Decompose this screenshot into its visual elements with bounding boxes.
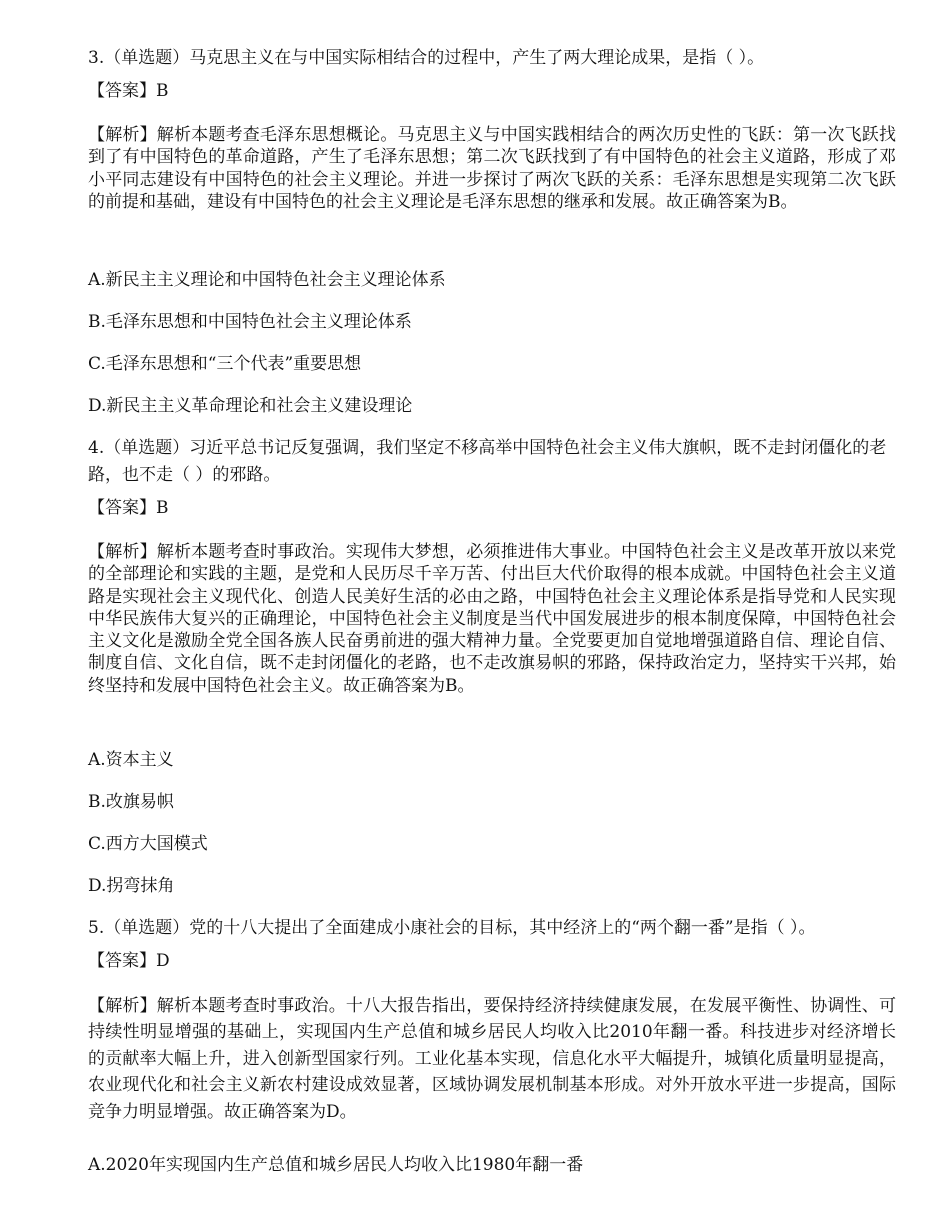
question-3-option-c: C.毛泽东思想和“三个代表”重要思想 [88,354,362,374]
question-4-option-c: C.西方大国模式 [88,834,208,854]
question-3-option-a: A.新民主主义理论和中国特色社会主义理论体系 [88,270,446,290]
question-4-option-b: B.改旗易帜 [88,792,174,812]
question-5-title: 5.（单选题）党的十八大提出了全面建成小康社会的目标，其中经济上的“两个翻一番”是指（ ）。 [88,918,816,938]
question-4-option-d: D.拐弯抹角 [88,876,175,896]
question-4-option-a: A.资本主义 [88,750,174,770]
question-5-analysis: 【解析】解析本题考查时事政治。十八大报告指出，要保持经济持续健康发展，在发展平衡性、协调性、可持续性明显增强的基础上，实现国内生产总值和城乡居民人均收入比2010年翻一番。科技进步对经济增长的贡献率大幅上升，进入创新型国家行列。工业化基本实现，信息化水平大幅提升，城镇化质量明显提高，农业现代化和社会主义新农村建设成效显著，区域协调发展机制基本形成。对外开放水平进一步提高，国际竞争力明显增强。故正确答案为D。 [88,996,896,1122]
question-4-title: 4.（单选题）习近平总书记反复强调，我们坚定不移高举中国特色社会主义伟大旗帜，既不走封闭僵化的老路，也不走（ ）的邪路。 [88,438,887,485]
question-5-answer: 【答案】D [88,951,170,971]
question-3-analysis: 【解析】解析本题考查毛泽东思想概论。马克思主义与中国实践相结合的两次历史性的飞跃：第一次飞跃找到了有中国特色的革命道路，产生了毛泽东思想；第二次飞跃找到了有中国特色的社会主义道路，形成了邓小平同志建设有中国特色的社会主义理论。并进一步探讨了两次飞跃的关系：毛泽东思想是实现第二次飞跃的前提和基础，建设有中国特色的社会主义理论是毛泽东思想的继承和发展。故正确答案为B。 [88,125,896,212]
question-4-answer: 【答案】B [88,498,169,518]
question-3-title: 3.（单选题）马克思主义在与中国实际相结合的过程中，产生了两大理论成果，是指（ ）。 [88,48,765,68]
question-5-option-a: A.2020年实现国内生产总值和城乡居民人均收入比1980年翻一番 [88,1155,584,1175]
question-3-option-d: D.新民主主义革命理论和社会主义建设理论 [88,396,413,416]
question-4-analysis: 【解析】解析本题考查时事政治。实现伟大梦想，必须推进伟大事业。中国特色社会主义是改革开放以来党的全部理论和实践的主题，是党和人民历尽千辛万苦、付出巨大代价取得的根本成就。中国特色社会主义道路是实现社会主义现代化、创造人民美好生活的必由之路，中国特色社会主义理论体系是指导党和人民实现中华民族伟大复兴的正确理论，中国特色社会主义制度是当代中国发展进步的根本制度保障，中国特色社会主义文化是激励全党全国各族人民奋勇前进的强大精神力量。全党要更加自觉地增强道路自信、理论自信、制度自信、文化自信，既不走封闭僵化的老路，也不走改旗易帜的邪路，保持政治定力，坚持实干兴邦，始终坚持和发展中国特色社会主义。故正确答案为B。 [88,542,896,696]
question-3-option-b: B.毛泽东思想和中国特色社会主义理论体系 [88,312,412,332]
question-3-answer: 【答案】B [88,81,169,101]
